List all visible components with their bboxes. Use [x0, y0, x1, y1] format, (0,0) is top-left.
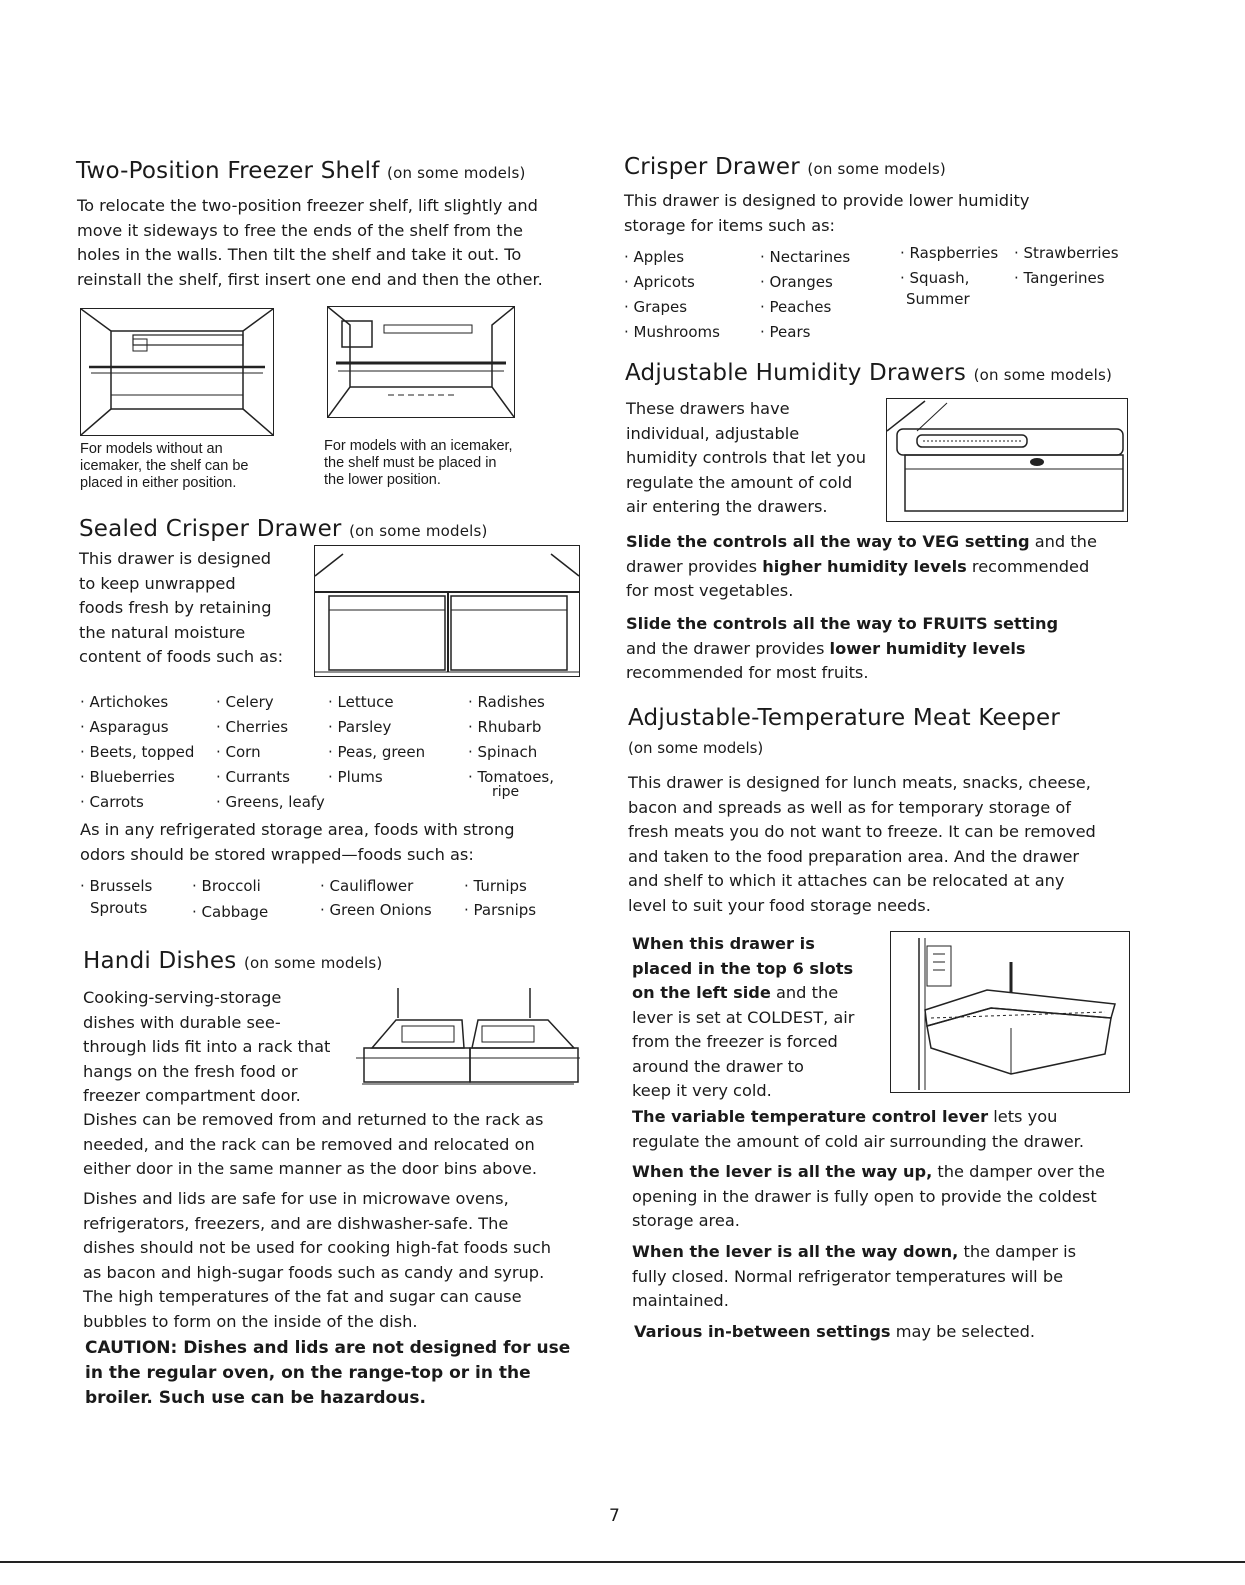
- crisper-items-list: [624, 245, 1124, 345]
- list-item: · Plums: [328, 768, 383, 786]
- icemaker-illustration-icon: [328, 307, 514, 417]
- shelf-caption-left: For models without an icemaker, the shelf can be placed in either position.: [80, 441, 249, 491]
- shelf-with-icemaker-illustration: [327, 306, 515, 418]
- sealed-crisper-body: This drawer is designed to keep unwrapped foods fresh by retaining the natural moisture content of foods such as:: [79, 549, 284, 666]
- list-item: · Raspberries: [900, 244, 999, 262]
- handi-dishes-body-full: Dishes can be removed from and returned to the rack as needed, and the rack can be removed and relocated on either door in the same manner as the door bins above.: [83, 1110, 544, 1178]
- list-item: · Cabbage: [192, 903, 269, 921]
- meat-keeper-body: This drawer is designed for lunch meats, snacks, cheese, bacon and spreads as well as for temporary storage of fresh meats you do not want to freeze. It can be removed and taken to the food preparation area. And the drawer and shelf to which it attaches can be relocated at any level to suit your food storage needs.: [628, 773, 1096, 915]
- list-item: · Asparagus: [80, 718, 169, 736]
- shelf-caption-right: For models with an icemaker, the shelf must be placed in the lower position.: [324, 438, 513, 488]
- two-position-heading: Two-Position Freezer Shelf (on some models): [76, 158, 526, 184]
- crisper-drawers-icon: [315, 546, 579, 676]
- adjustable-humidity-heading: Adjustable Humidity Drawers (on some models): [625, 360, 1113, 386]
- list-item: · Peaches: [760, 298, 832, 316]
- top-slots-text: When this drawer is placed in the top 6 slots on the left side and the lever is set at COLDEST, air from the freezer is forced around the drawer to keep it very cold.: [632, 934, 855, 1100]
- list-item: · Spinach: [468, 743, 538, 761]
- list-item: ripe: [492, 784, 520, 800]
- section-meat-keeper: [628, 703, 1060, 733]
- crisper-drawer-body: This drawer is designed to provide lower humidity storage for items such as:: [624, 191, 1030, 235]
- handi-dishes-heading: Handi Dishes (on some models): [83, 948, 383, 974]
- list-item: Sprouts: [90, 899, 148, 917]
- list-item: · Radishes: [468, 693, 545, 711]
- list-item: · Mushrooms: [624, 323, 720, 341]
- list-item: · Carrots: [80, 793, 144, 811]
- list-item: · Apricots: [624, 273, 695, 291]
- list-item: · Strawberries: [1014, 244, 1119, 262]
- list-item: · Brussels: [80, 877, 153, 895]
- section-two-position-shelf: [76, 156, 526, 188]
- sealed-crisper-heading: Sealed Crisper Drawer (on some models): [79, 516, 488, 542]
- list-item: · Parsley: [328, 718, 392, 736]
- sealed-crisper-illustration: [314, 545, 580, 677]
- section-handi-dishes: [83, 946, 382, 978]
- list-item: · Broccoli: [192, 877, 261, 895]
- shelf-illustration-icon: [81, 309, 273, 435]
- bottom-rule: [0, 1561, 1245, 1563]
- lever-down-text: When the lever is all the way down, the damper is fully closed. Normal refrigerator temperatures will be maintained.: [632, 1242, 1077, 1310]
- list-item: · Celery: [216, 693, 274, 711]
- handi-dishes-illustration: [352, 988, 584, 1090]
- in-between-settings-text: Various in-between settings may be selected.: [634, 1322, 1035, 1341]
- sealed-crisper-food-list: [80, 690, 580, 815]
- meat-keeper-lever-icon: [891, 932, 1129, 1092]
- meat-keeper-subtitle: (on some models): [628, 739, 764, 757]
- list-item: · Beets, topped: [80, 743, 195, 761]
- lever-up-text: When the lever is all the way up, the damper over the opening in the drawer is fully open to provide the coldest storage area.: [632, 1162, 1105, 1230]
- two-position-body: To relocate the two-position freezer shelf, lift slightly and move it sideways to free the ends of the shelf from the holes in the walls. Then tilt the shelf and take it out. To reinstall the shelf, first insert one end and then the other.: [77, 196, 543, 289]
- list-item: · Nectarines: [760, 248, 851, 266]
- list-item: · Artichokes: [80, 693, 169, 711]
- list-item: · Currants: [216, 768, 290, 786]
- meat-keeper-heading: Adjustable-Temperature Meat Keeper: [628, 705, 1060, 731]
- variable-lever-text: The variable temperature control lever lets you regulate the amount of cold air surrounding the drawer.: [632, 1107, 1084, 1151]
- list-item: · Corn: [216, 743, 261, 761]
- humidity-control-icon: [887, 399, 1127, 521]
- list-item: · Tomatoes,: [468, 768, 555, 786]
- section-sealed-crisper: [79, 514, 488, 546]
- list-item: · Peas, green: [328, 743, 426, 761]
- list-item: · Cauliflower: [320, 877, 414, 895]
- list-item: Summer: [906, 290, 970, 308]
- odors-text: As in any refrigerated storage area, foods with strong odors should be stored wrapped—foods such as:: [80, 820, 515, 864]
- adjustable-humidity-body: These drawers have individual, adjustable humidity controls that let you regulate the amount of cold air entering the drawers.: [626, 399, 867, 516]
- section-adjustable-humidity: [625, 358, 1112, 390]
- handi-dishes-rack-icon: [352, 988, 584, 1090]
- list-item: · Green Onions: [320, 901, 432, 919]
- list-item: · Apples: [624, 248, 685, 266]
- crisper-drawer-heading: Crisper Drawer (on some models): [624, 154, 946, 180]
- veg-setting-text: Slide the controls all the way to VEG setting and the drawer provides higher humidity levels recommended for most vegetables.: [626, 532, 1097, 600]
- list-item: · Blueberries: [80, 768, 175, 786]
- list-item: · Greens, leafy: [216, 793, 325, 811]
- humidity-drawer-illustration: [886, 398, 1128, 522]
- list-item: · Parsnips: [464, 901, 537, 919]
- list-item: · Rhubarb: [468, 718, 542, 736]
- meat-keeper-illustration: [890, 931, 1130, 1093]
- fruits-setting-text: Slide the controls all the way to FRUITS setting and the drawer provides lower humidity levels recommended for most fruits.: [626, 614, 1059, 682]
- handi-dishes-body-wrap: Cooking-serving-storage dishes with durable see- through lids fit into a rack that hangs on the fresh food or freezer compartment door.: [83, 988, 331, 1105]
- caution-warning: CAUTION: Dishes and lids are not designed for use in the regular oven, on the range-top or in the broiler. Such use can be hazardous.: [85, 1338, 571, 1408]
- list-item: · Turnips: [464, 877, 527, 895]
- list-item: · Grapes: [624, 298, 688, 316]
- list-item: · Lettuce: [328, 693, 394, 711]
- list-item: · Cherries: [216, 718, 289, 736]
- section-crisper-drawer: [624, 152, 946, 184]
- list-item: · Oranges: [760, 273, 833, 291]
- page-number: 7: [609, 1506, 620, 1526]
- list-item: · Squash,: [900, 269, 970, 287]
- list-item: · Tangerines: [1014, 269, 1105, 287]
- handi-dishes-body-2: Dishes and lids are safe for use in microwave ovens, refrigerators, freezers, and are dishwasher-safe. The dishes should not be used for cooking high-fat foods such as bacon and high-sugar foods such as candy and syrup. The high temperatures of the fat and sugar can cause bubbles to form on the inside of the dish.: [83, 1189, 552, 1331]
- shelf-no-icemaker-illustration: [80, 308, 274, 436]
- odor-foods-list: [80, 874, 580, 924]
- list-item: · Pears: [760, 323, 811, 341]
